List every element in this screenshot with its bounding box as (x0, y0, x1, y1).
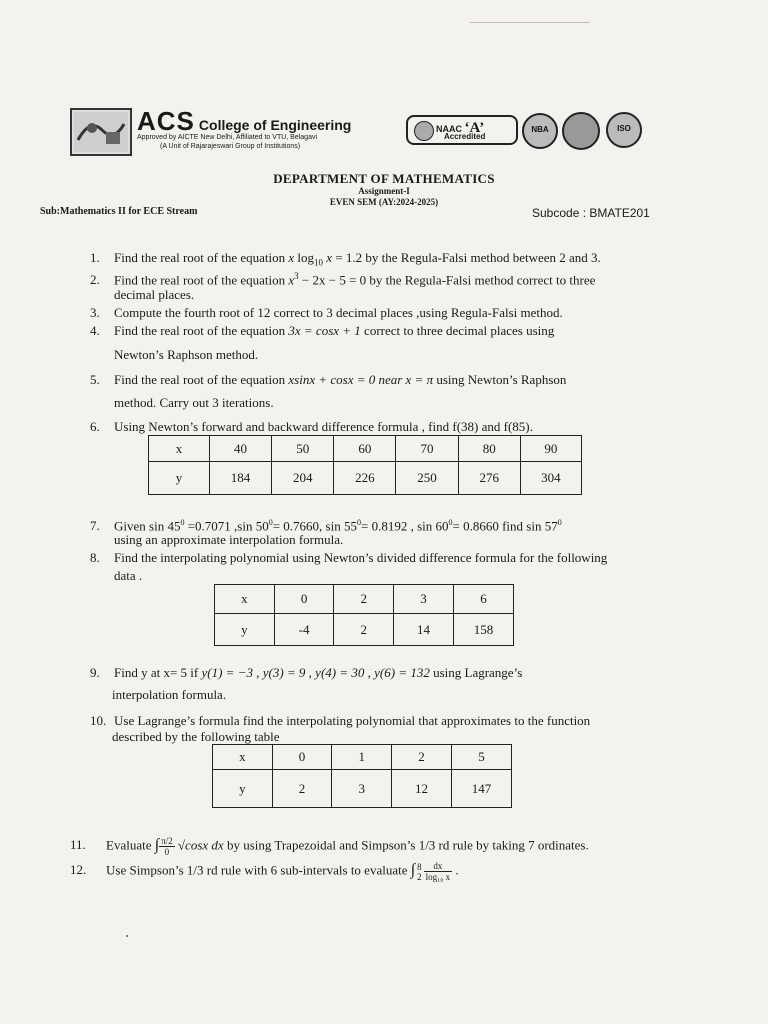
question-1: 1. Find the real root of the equation x $\log_{10} x = 1.2$ by the Regula-Falsi method between 2 and 3. (90, 250, 601, 268)
college-crest-logo (70, 108, 132, 156)
table-cell: x (213, 745, 273, 770)
table-cell: 60 (334, 436, 396, 462)
table-row-x (149, 436, 582, 462)
table-cell: 226 (334, 462, 396, 495)
table-cell: 184 (209, 462, 271, 495)
emblem-seal-icon (562, 112, 600, 150)
question-7: 7. Given $\sin 45^0 =0.7071$ ,sin $50^0= 0.7660$, $\sin 55^0= 0.8192$ , $\sin 60^0= 0.8660$ find $\sin 57^0$ (90, 518, 562, 534)
table-row-y (215, 614, 514, 646)
nba-seal-icon (522, 113, 558, 149)
table-cell: 80 (458, 436, 520, 462)
table-row-x (213, 745, 512, 770)
question-9-line2: interpolation formula. (112, 687, 227, 702)
scan-speck (126, 935, 128, 937)
naac-label: NAAC (436, 124, 462, 134)
iso-seal-icon (606, 112, 642, 148)
table-cell: 2 (392, 745, 452, 770)
unit-line: (A Unit of Rajarajeswari Group of Institutions) (160, 143, 301, 150)
table-cell: 158 (453, 614, 513, 646)
table-cell: 14 (394, 614, 454, 646)
table-row-y (213, 770, 512, 808)
table-cell: 90 (520, 436, 581, 462)
question-10-line2: described by the following table (112, 729, 280, 744)
table-cell: 204 (272, 462, 334, 495)
question-8: 8. Find the interpolating polynomial using Newton’s divided difference formula for the following (90, 550, 608, 565)
table-cell: 70 (396, 436, 458, 462)
question-4: 4. Find the real root of the equation 3x = cosx + 1 correct to three decimal places using (90, 323, 555, 338)
table-cell: x (215, 585, 275, 614)
table-cell: 2 (334, 585, 394, 614)
question-9: 9. Find y at x= 5 if y(1) = −3 , y(3) = 9 , y(4) = 30 , y(6) = 132 using Lagrange’s (90, 665, 523, 680)
table-cell: y (215, 614, 275, 646)
table-row-y (149, 462, 582, 495)
seal-label: ISO (617, 124, 631, 133)
table-cell: 304 (520, 462, 581, 495)
naac-grade: ‘A’ (464, 120, 485, 136)
approval-line: Approved by AICTE New Delhi, Affiliated to VTU, Belagavi (137, 134, 318, 141)
table-q8 (214, 584, 514, 646)
table-cell: y (149, 462, 210, 495)
table-cell: 3 (332, 770, 392, 808)
table-cell: 0 (274, 585, 334, 614)
table-cell: x (149, 436, 210, 462)
subcode-line: Subcode : BMATE201 (532, 206, 650, 220)
question-7-line2: using an approximate interpolation formula. (114, 532, 344, 547)
table-cell: -4 (274, 614, 334, 646)
table-cell: 0 (272, 745, 332, 770)
seal-label: NBA (531, 125, 549, 134)
table-cell: 147 (451, 770, 511, 808)
subject-line: Sub:Mathematics II for ECE Stream (40, 206, 198, 217)
assignment-title: Assignment-I (358, 186, 410, 196)
table-row-x (215, 585, 514, 614)
question-11: 11. Evaluate ∫ $\frac{\pi/2}{0}$ √cosx dx by using Trapezoidal and Simpson’s 1/3 rd rule by taking 7 ordinates. (70, 836, 589, 857)
table-cell: 250 (396, 462, 458, 495)
table-cell: 6 (453, 585, 513, 614)
table-cell: 276 (458, 462, 520, 495)
table-cell: 50 (272, 436, 334, 462)
question-5: 5. Find the real root of the equation xsinx + cosx = 0 near x = π using Newton’s Raphson (90, 372, 567, 387)
college-name (137, 106, 351, 137)
table-cell: 40 (209, 436, 271, 462)
table-cell: 5 (451, 745, 511, 770)
question-2-line2: decimal places. (114, 287, 195, 302)
question-5-line2: method. Carry out 3 iterations. (114, 395, 274, 410)
table-cell: 12 (392, 770, 452, 808)
question-8-line2: data . (114, 568, 143, 583)
naac-emblem-icon (414, 121, 434, 141)
table-cell: 2 (334, 614, 394, 646)
department-title: DEPARTMENT OF MATHEMATICS (273, 171, 495, 186)
naac-accredited: Accredited (444, 132, 486, 141)
naac-badge (406, 115, 518, 145)
question-10: 10. Use Lagrange’s formula find the interpolating polynomial that approximates to the function (90, 713, 591, 728)
brand-acs: ACS (137, 106, 195, 136)
question-3: 3. Compute the fourth root of 12 correct to 3 decimal places ,using Regula-Falsi method. (90, 305, 563, 320)
question-6: 6. Using Newton’s forward and backward difference formula , find f(38) and f(85). (90, 419, 533, 434)
question-2: 2. Find the real root of the equation $x^3 - 2x - 5 = 0$ by the Regula-Falsi method correct to three (90, 271, 596, 288)
table-cell: y (213, 770, 273, 808)
question-4-line2: Newton’s Raphson method. (114, 347, 259, 362)
table-q6 (148, 435, 582, 495)
table-cell: 1 (332, 745, 392, 770)
table-q10 (212, 744, 512, 808)
table-cell: 2 (272, 770, 332, 808)
table-cell: 3 (394, 585, 454, 614)
top-divider (470, 22, 590, 23)
question-12: 12. Use Simpson’s 1/3 rd rule with 6 sub-intervals to evaluate ∫ 8 2 $\frac{dx}{\text{log₁₀ x}}$ . (70, 861, 459, 882)
brand-suffix: College of Engineering (198, 117, 352, 133)
semester-line: EVEN SEM (AY:2024-2025) (329, 197, 439, 207)
